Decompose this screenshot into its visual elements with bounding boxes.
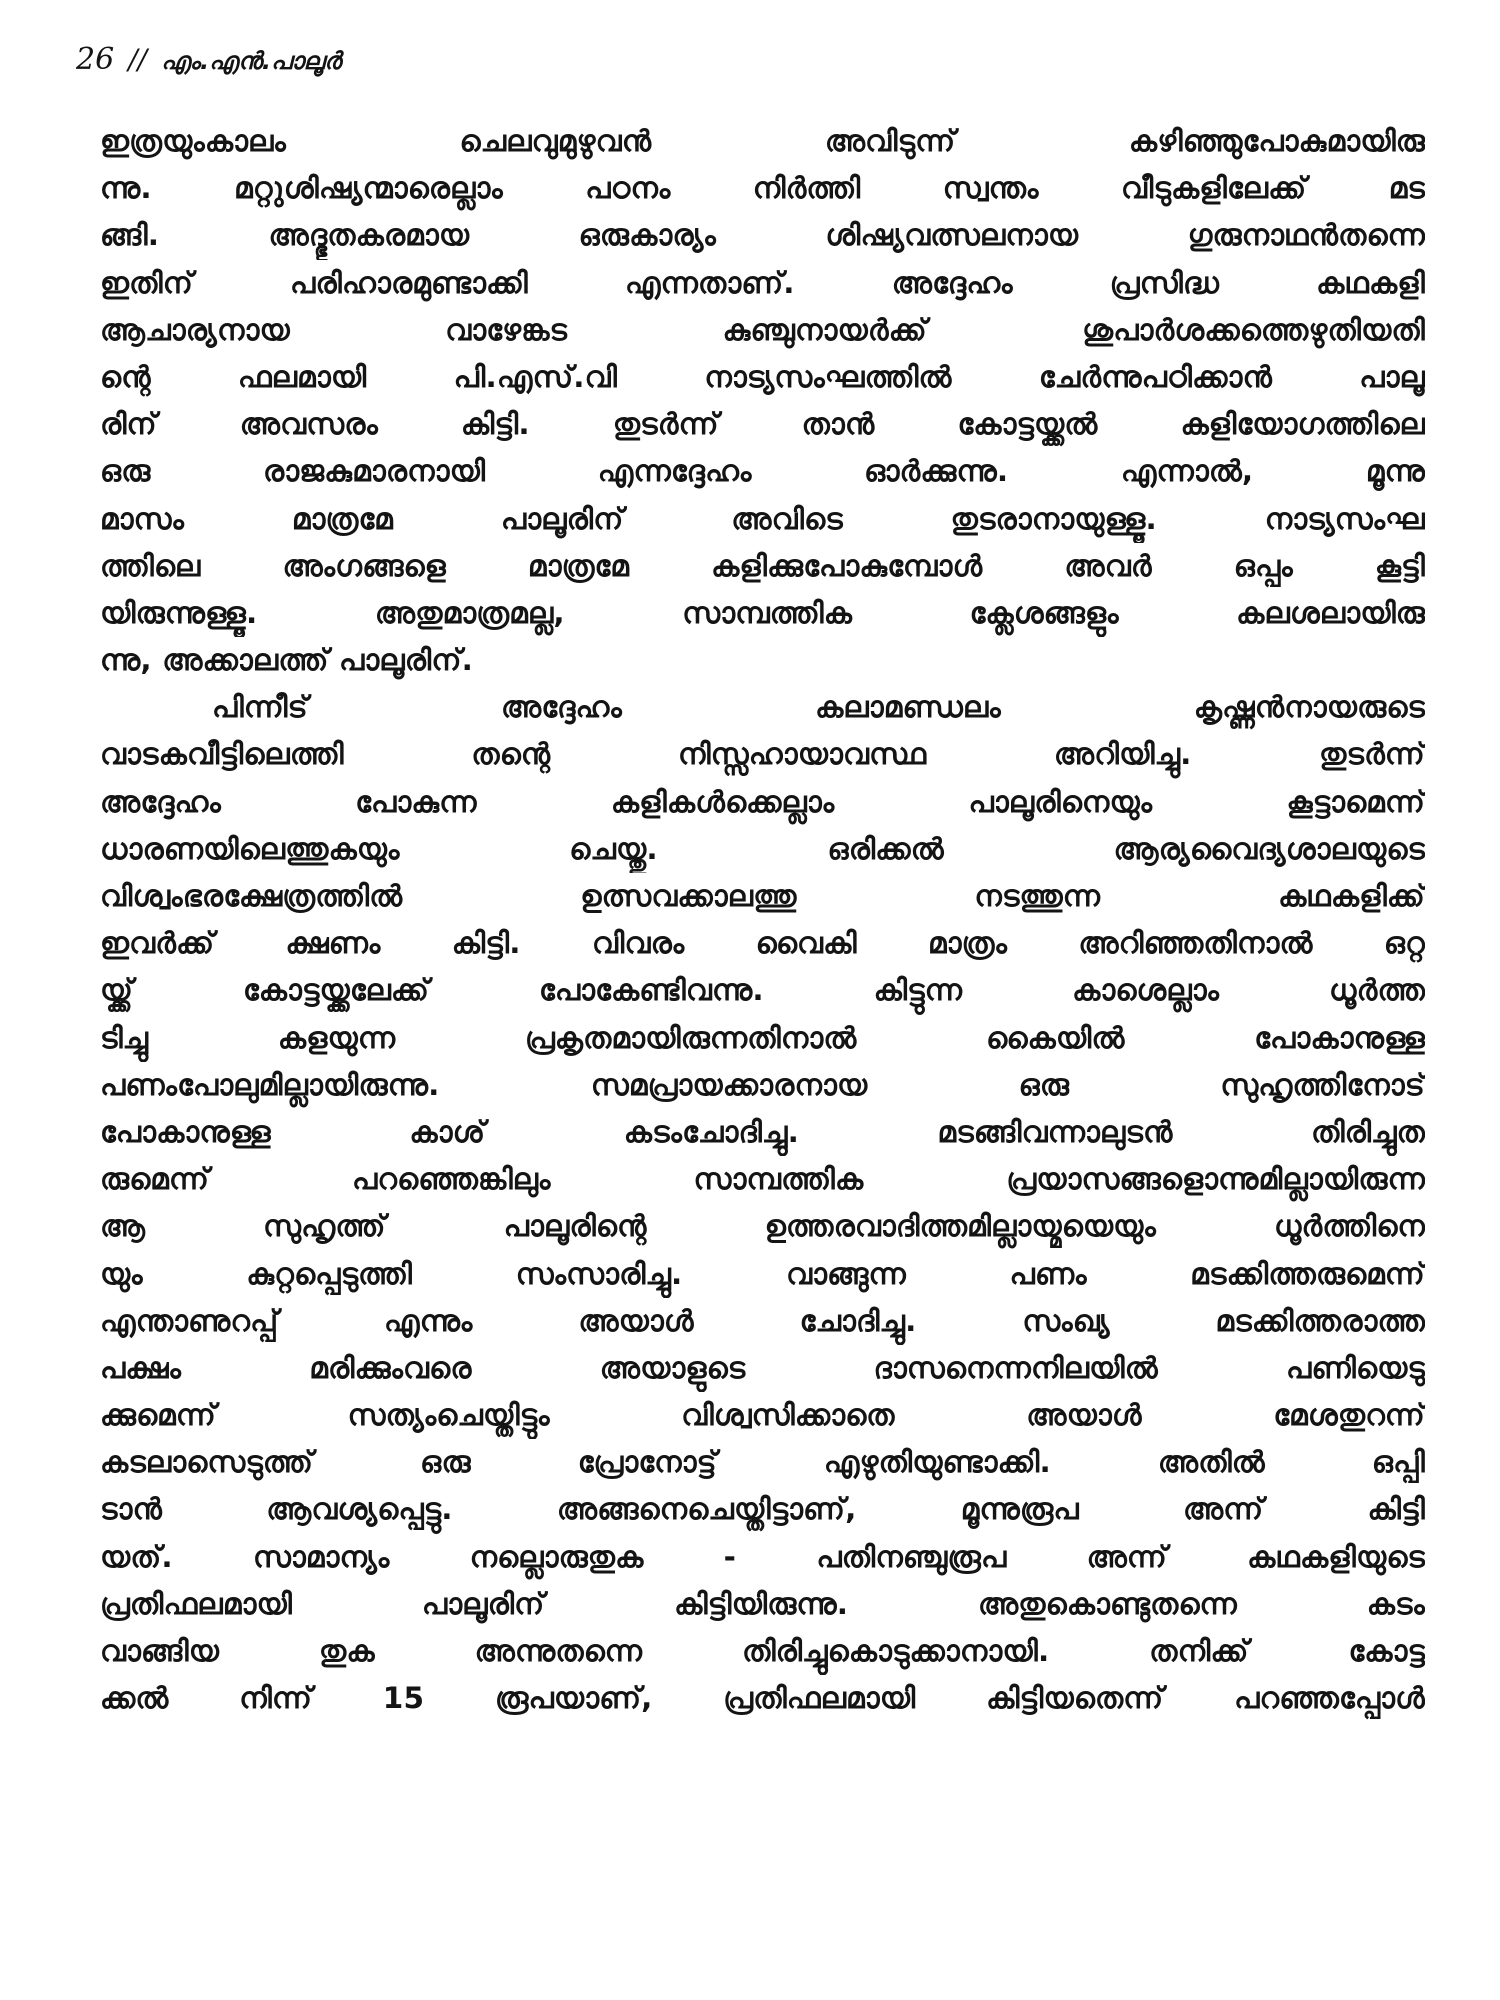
text-line: മാസം മാത്രമേ പാലൂരിന് അവിടെ തുടരാനായുള്ളൂ. നാട്യസംഘ [100,501,1425,536]
text-line: ആചാര്യനായ വാഴേങ്കട കുഞ്ചുനായർക്ക് ശുപാർശക്കത്തെഴുതിയതി [100,312,1425,347]
text-line: ക്കൽ നിന്ന് 15 രൂപയാണ്, പ്രതിഫലമായി കിട്ടിയതെന്ന് പറഞ്ഞപ്പോൾ [100,1681,1425,1716]
text-line: യ്ക്ക് കോട്ടയ്ക്കലേക്ക് പോകേണ്ടിവന്നു. കിട്ടുന്ന കാശെല്ലാം ധൂർത്ത [100,973,1425,1008]
text-line: വാടകവീട്ടിലെത്തി തന്റെ നിസ്സഹായാവസ്ഥ അറിയിച്ചു. തുടർന്ന് [100,737,1425,772]
text-line: ആ സുഹൃത്ത് പാലൂരിന്റെ ഉത്തരവാദിത്തമില്ലായ്മയെയും ധൂർത്തിനെ [100,1209,1425,1244]
text-line: ങ്ങി. അദ്ഭുതകരമായ ഒരുകാര്യം ശിഷ്യവത്സലനായ ഗുരുനാഥൻതന്നെ [100,218,1425,253]
text-line: രിന് അവസരം കിട്ടി. തുടർന്ന് താൻ കോട്ടയ്ക്കൽ കളിയോഗത്തിലെ [100,407,1425,442]
paragraph-1 [100,118,1425,684]
text-line: പോകാനുള്ള കാശ് കടംചോദിച്ചു. മടങ്ങിവന്നാലുടൻ തിരിച്ചുത [100,1114,1425,1149]
text-line: ടിച്ചു കളയുന്ന പ്രകൃതമായിരുന്നതിനാൽ കൈയിൽ പോകാനുള്ള [100,1020,1425,1055]
text-line: ന്നു, അക്കാലത്ത് പാലൂരിന്. [100,643,473,678]
running-header [76,42,341,82]
text-line: ധാരണയിലെത്തുകയും ചെയ്തു. ഒരിക്കൽ ആര്യവൈദ്യശാലയുടെ [100,831,1425,866]
page-number: 26 [76,42,115,77]
text-line: അദ്ദേഹം പോകുന്ന കളികൾക്കെല്ലാം പാലൂരിനെയും കൂട്ടാമെന്ന് [100,784,1425,819]
paragraph-2 [100,684,1425,1722]
text-line: ഇതിന് പരിഹാരമുണ്ടാക്കി എന്നതാണ്. അദ്ദേഹം പ്രസിദ്ധ കഥകളി [100,265,1425,300]
text-line: ന്നു. മറ്റുശിഷ്യന്മാരെല്ലാം പഠനം നിർത്തി സ്വന്തം വീടുകളിലേക്ക് മട [100,171,1425,206]
text-line: പണംപോലുമില്ലായിരുന്നു. സമപ്രായക്കാരനായ ഒരു സുഹൃത്തിനോട് [100,1067,1425,1102]
text-line: വാങ്ങിയ തുക അന്നുതന്നെ തിരിച്ചുകൊടുക്കാനായി. തനിക്ക് കോട്ട [100,1634,1425,1668]
text-line: ടാൻ ആവശ്യപ്പെട്ടു. അങ്ങനെചെയ്തിട്ടാണ്, മൂന്നുരൂപ അന്ന് കിട്ടി [100,1492,1425,1527]
body-text [100,118,1425,1722]
text-line: ഇവർക്ക് ക്ഷണം കിട്ടി. വിവരം വൈകി മാത്രം അറിഞ്ഞതിനാൽ ഒറ്റ [100,926,1425,961]
text-line: യിരുന്നുള്ളൂ. അതുമാത്രമല്ല, സാമ്പത്തിക ക്ലേശങ്ങളും കലശലായിരു [100,595,1425,630]
text-line: എന്താണുറപ്പ് എന്നും അയാൾ ചോദിച്ചു. സംഖ്യ മടക്കിത്തരാത്ത [100,1303,1425,1338]
text-line: രുമെന്ന് പറഞ്ഞെങ്കിലും സാമ്പത്തിക പ്രയാസങ്ങളൊന്നുമില്ലായിരുന്ന [100,1162,1425,1197]
text-line: ത്തിലെ അംഗങ്ങളെ മാത്രമേ കളിക്കുപോകുമ്പോൾ അവർ ഒപ്പം കൂട്ടി [100,548,1425,583]
text-line: ഇത്രയുംകാലം ചെലവുമുഴുവൻ അവിടുന്ന് കഴിഞ്ഞുപോകുമായിരു [100,124,1425,158]
running-header-author: എം.എൻ.പാലൂർ [161,47,341,75]
text-line: ന്റെ ഫലമായി പി.എസ്.വി നാട്യസംഘത്തിൽ ചേർന്നുപഠിക്കാൻ പാലൂ [100,359,1425,394]
header-separator: // [128,43,148,76]
text-line: പക്ഷം മരിക്കുംവരെ അയാളുടെ ദാസനെന്നനിലയിൽ പണിയെടു [100,1350,1425,1385]
text-line: യും കുറ്റപ്പെടുത്തി സംസാരിച്ചു. വാങ്ങുന്ന പണം മടക്കിത്തരുമെന്ന് [100,1256,1425,1291]
text-line: യത്. സാമാന്യം നല്ലൊരുതുക - പതിനഞ്ചുരൂപ അന്ന് കഥകളിയുടെ [100,1539,1425,1574]
text-line: കടലാസെടുത്ത് ഒരു പ്രോനോട്ട് എഴുതിയുണ്ടാക്കി. അതിൽ ഒപ്പി [100,1445,1425,1480]
text-line: പ്രതിഫലമായി പാലൂരിന് കിട്ടിയിരുന്നു. അതുകൊണ്ടുതന്നെ കടം [100,1586,1425,1621]
text-line: വിശ്വംഭരക്ഷേത്രത്തിൽ ഉത്സവക്കാലത്തു നടത്തുന്ന കഥകളിക്ക് [100,879,1425,913]
text-line: ഒരു രാജകുമാരനായി എന്നദ്ദേഹം ഓർക്കുന്നു. എന്നാൽ, മൂന്നു [100,454,1425,489]
text-line: പിന്നീട് അദ്ദേഹം കലാമണ്ഡലം കൃഷ്ണൻനായരുടെ [212,690,1425,725]
text-line: ക്കുമെന്ന് സത്യംചെയ്തിട്ടും വിശ്വസിക്കാതെ അയാൾ മേശതുറന്ന് [100,1398,1425,1433]
